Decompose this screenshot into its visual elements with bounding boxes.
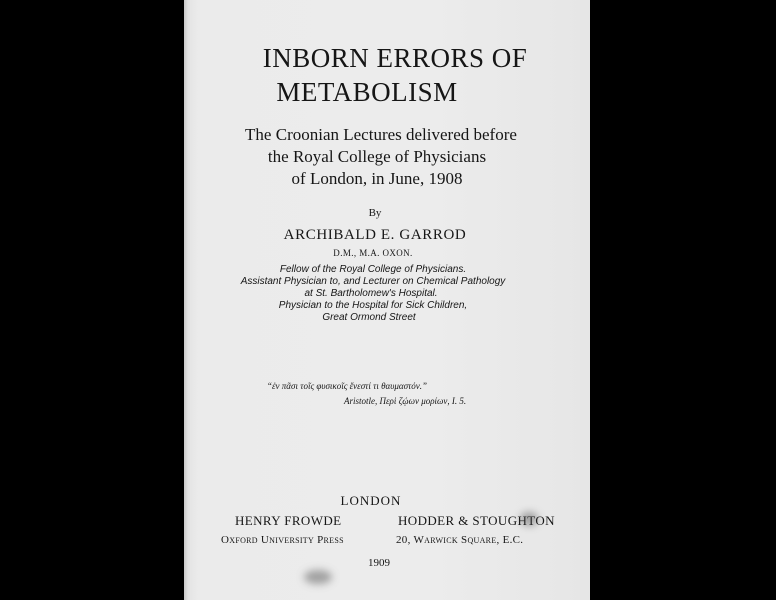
publisher-right: HODDER & STOUGHTON [398, 513, 555, 528]
subtitle-line-2: the Royal College of Physicians [267, 147, 487, 166]
page-smudge [304, 570, 332, 584]
publisher-left: HENRY FROWDE [235, 513, 342, 528]
credential-line: Great Ormond Street [322, 312, 416, 323]
title-page [184, 0, 590, 600]
credential-line: at St. Bartholomew's Hospital. [304, 288, 438, 299]
publication-year: 1909 [368, 557, 390, 569]
subtitle-line-3: of London, in June, 1908 [291, 169, 463, 188]
author-name: ARCHIBALD E. GARROD [283, 227, 467, 243]
author-degrees: D.M., M.A. OXON. [333, 248, 413, 258]
press-left: Oxford University Press [221, 534, 344, 546]
credential-line: Assistant Physician to, and Lecturer on Chemical Pathology [240, 276, 506, 287]
book-title-line-1: INBORN ERRORS OF [262, 43, 528, 73]
subtitle-line-1: The Croonian Lectures delivered before [245, 125, 517, 144]
publication-city: LONDON [340, 493, 402, 508]
page-smudge [520, 512, 538, 526]
by-line: By [368, 207, 382, 219]
credential-line: Physician to the Hospital for Sick Children, [278, 300, 468, 311]
epigraph-source: Aristotle, Περὶ ζῴων μορίων, I. 5. [344, 396, 467, 406]
book-title-line-2: METABOLISM [276, 77, 458, 107]
epigraph: “ἐν πᾶσι τοῖς φυσικοῖς ἔνεστί τι θαυμαστόν.” [267, 381, 428, 391]
press-right: 20, Warwick Square, E.C. [396, 534, 524, 546]
credential-line: Fellow of the Royal College of Physicians. [279, 264, 467, 275]
